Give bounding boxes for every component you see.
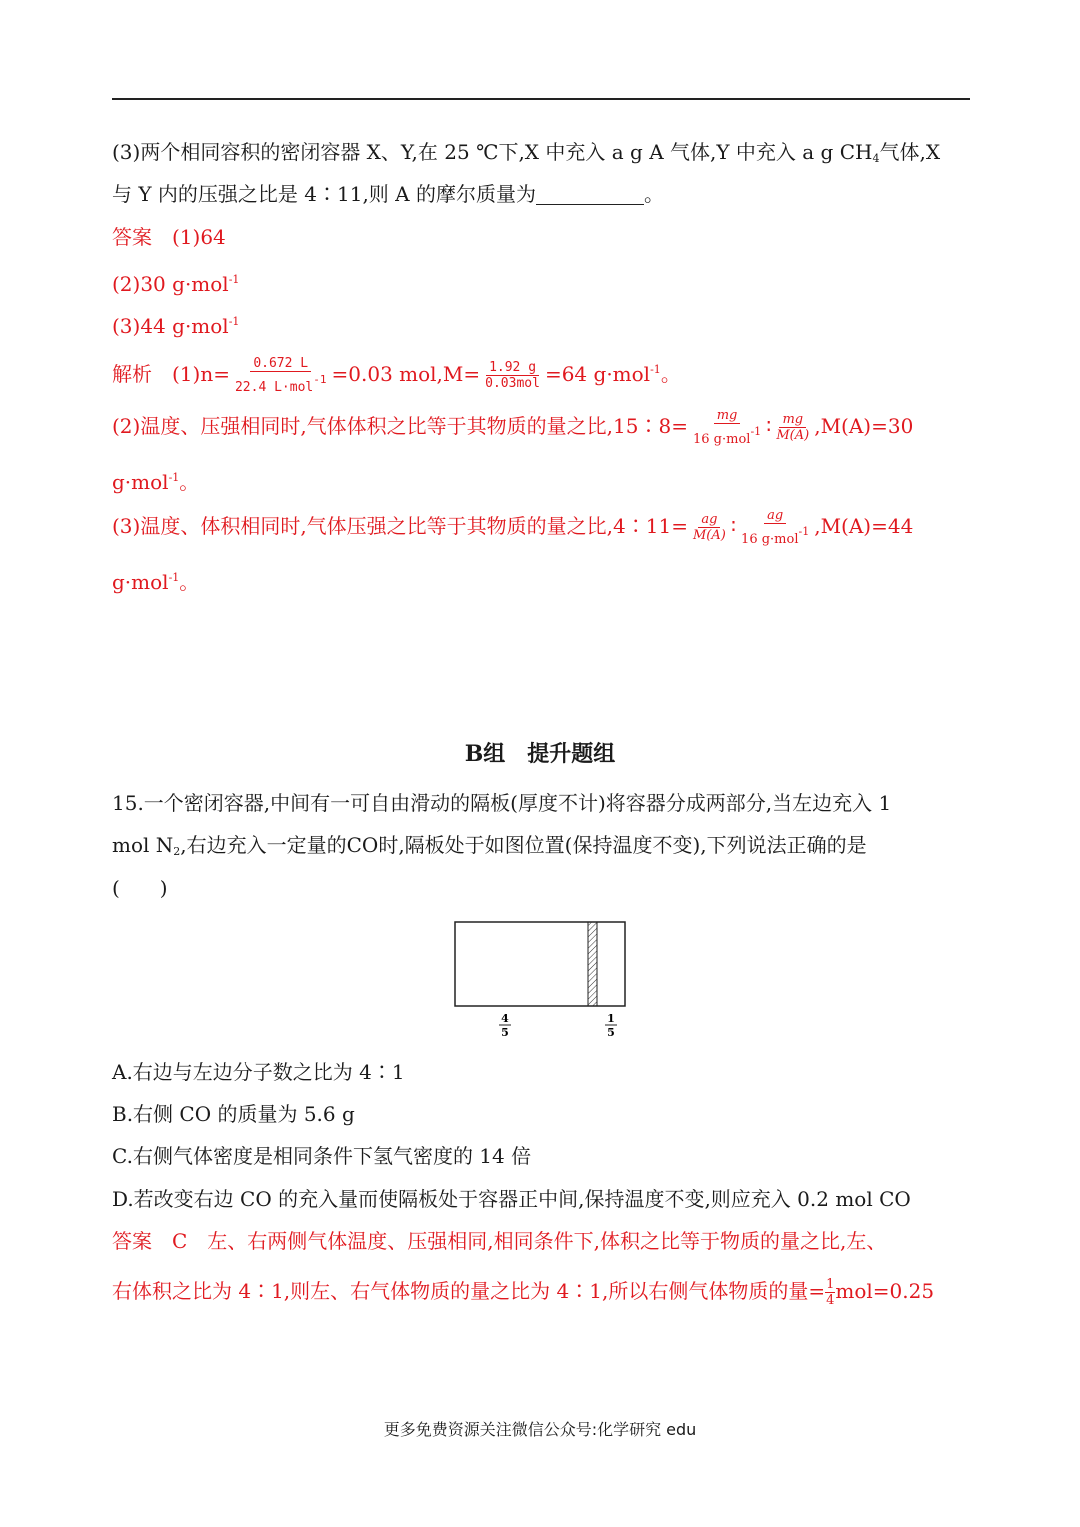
answer-text: 右体积之比为 4∶1,则左、右气体物质的量之比为 4∶1,所以右侧气体物质的量= <box>112 1279 826 1303</box>
q14-text: (3)两个相同容积的密闭容器 X、Y,在 25 ℃下,X 中充入 a g A 气体,Y 中充入 a g CH <box>112 140 873 164</box>
analysis-text: 解析 (1)n= <box>112 362 230 386</box>
analysis-line-5 <box>112 563 199 597</box>
analysis-text: ,M(A)=30 <box>814 414 914 438</box>
fraction <box>482 360 543 391</box>
superscript: -1 <box>650 363 661 376</box>
q14-text: 与 Y 内的压强之比是 4∶11,则 A 的摩尔质量为 <box>112 182 536 206</box>
ratio-colon: ∶ <box>766 414 772 438</box>
analysis-line-3 <box>112 463 199 497</box>
q15-line-3: ( ) <box>112 876 168 900</box>
q15-text: mol N <box>112 833 174 857</box>
fraction <box>690 512 729 543</box>
ratio-colon: ∶ <box>730 514 737 538</box>
answer-line-1: 答案 (1)64 <box>112 225 226 249</box>
analysis-line-2 <box>112 408 913 447</box>
option-a: A.右边与左边分子数之比为 4∶1 <box>112 1060 405 1084</box>
fraction-denominator: M(A) <box>776 428 810 443</box>
fraction-numerator: 1.92 g <box>486 360 539 376</box>
header-rule <box>112 98 970 100</box>
fraction-denominator: M(A) <box>692 528 726 543</box>
fraction <box>690 408 764 447</box>
analysis-text: ,M(A)=44 <box>814 514 914 538</box>
fraction-denominator: 0.03mol <box>485 376 540 391</box>
analysis-line-1 <box>112 355 681 395</box>
fraction-numerator: ag <box>767 508 784 523</box>
superscript: -1 <box>798 525 810 538</box>
footer-note: 更多免费资源关注微信公众号:化学研究 edu <box>383 1420 697 1439</box>
left-fraction-denominator: 5 <box>501 1026 509 1039</box>
superscript: -1 <box>228 273 240 286</box>
analysis-text: g·mol <box>112 470 169 494</box>
answer-line-3 <box>112 307 239 341</box>
analysis-text: =0.03 mol,M= <box>331 362 481 386</box>
fraction-numerator: mg <box>716 408 738 423</box>
fraction <box>232 356 330 395</box>
fraction-numerator: 0.672 L <box>250 356 311 372</box>
fraction <box>738 508 812 547</box>
container-diagram <box>440 915 640 1045</box>
option-c: C.右侧气体密度是相同条件下氢气密度的 14 倍 <box>112 1144 532 1168</box>
q15-answer-line-2 <box>112 1276 934 1308</box>
section-title: B组 提升题组 <box>464 741 616 767</box>
q14-part3-line2 <box>112 179 664 209</box>
answer-text: (3)44 g·mol <box>112 314 229 338</box>
analysis-text: 。 <box>179 570 200 594</box>
analysis-text: (2)温度、压强相同时,气体体积之比等于其物质的量之比,15∶8= <box>112 414 688 438</box>
q15-text: ,右边充入一定量的CO时,隔板处于如图位置(保持温度不变),下列说法正确的是 <box>180 833 867 857</box>
superscript: -1 <box>313 373 327 386</box>
fraction-denominator: 16 g·mol <box>692 432 751 447</box>
subscript: 2 <box>173 845 181 858</box>
container-box <box>455 922 625 1006</box>
fraction-numerator: mg <box>782 412 804 427</box>
partition <box>588 922 597 1006</box>
analysis-text: =64 g·mol <box>544 362 651 386</box>
answer-text: mol=0.25 <box>835 1279 935 1303</box>
answer-text: (2)30 g·mol <box>112 272 229 296</box>
fraction-denominator: 4 <box>826 1293 835 1308</box>
analysis-text: (3)温度、体积相同时,气体压强之比等于其物质的量之比,4∶11= <box>112 514 688 538</box>
q15-answer-line-1: 答案 C 左、右两侧气体温度、压强相同,相同条件下,体积之比等于物质的量之比,左、 <box>112 1229 887 1253</box>
option-d: D.若改变右边 CO 的充入量而使隔板处于容器正中间,保持温度不变,则应充入 0.2 mol CO <box>112 1187 911 1211</box>
superscript: -1 <box>168 571 180 584</box>
q14-text: 。 <box>643 182 664 206</box>
fraction-denominator: 22.4 L·mol <box>234 380 314 395</box>
fraction <box>825 1277 835 1308</box>
superscript: -1 <box>750 425 762 438</box>
analysis-text: 。 <box>179 470 200 494</box>
right-fraction-numerator: 1 <box>607 1012 615 1025</box>
analysis-text: 。 <box>660 362 681 386</box>
fraction <box>773 412 812 443</box>
superscript: -1 <box>228 315 240 328</box>
fraction-numerator: ag <box>701 512 718 527</box>
superscript: -1 <box>168 471 180 484</box>
q15-line-2 <box>112 830 867 867</box>
analysis-line-4 <box>112 508 913 547</box>
answer-line-2 <box>112 265 239 299</box>
fraction-denominator: 16 g·mol <box>741 532 799 547</box>
answer-blank <box>536 184 644 205</box>
left-fraction-numerator: 4 <box>501 1012 509 1025</box>
fraction-numerator: 1 <box>826 1277 835 1292</box>
right-fraction-denominator: 5 <box>607 1026 615 1039</box>
subscript: 4 <box>872 152 880 165</box>
analysis-text: g·mol <box>112 570 169 594</box>
option-b: B.右侧 CO 的质量为 5.6 g <box>112 1102 355 1126</box>
q15-line-1: 15.一个密闭容器,中间有一可自由滑动的隔板(厚度不计)将容器分成两部分,当左边充入 1 <box>112 791 892 815</box>
q14-part3-line1 <box>112 137 940 174</box>
q14-text: 气体,X <box>879 140 941 164</box>
